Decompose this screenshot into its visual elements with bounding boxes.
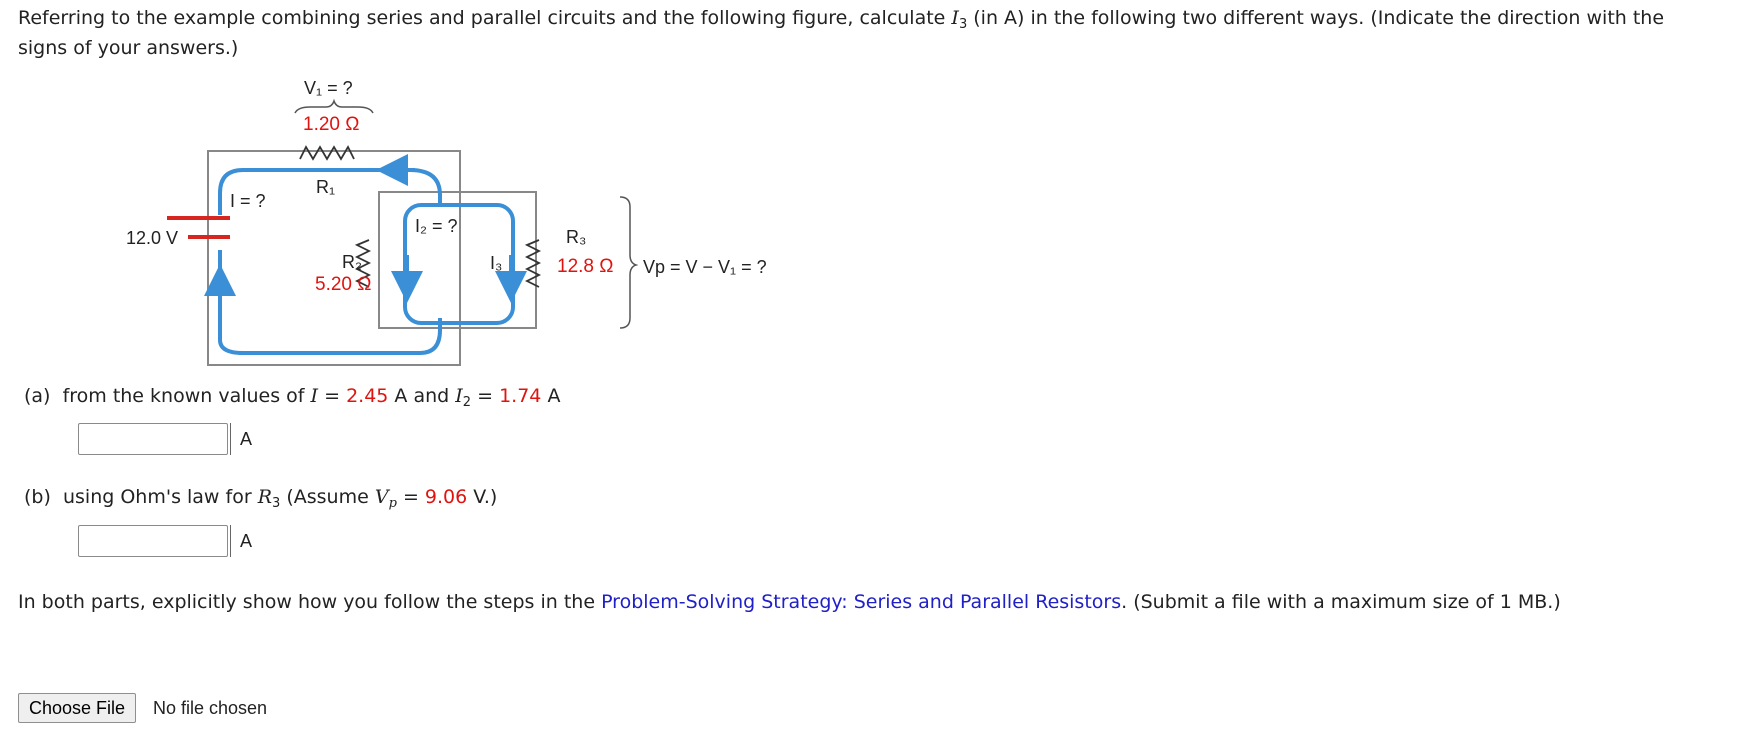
- current-i2-label: I₂ = ?: [415, 216, 458, 236]
- v1-brace: [295, 101, 373, 113]
- var-i2: I: [455, 385, 463, 407]
- choose-file-button[interactable]: Choose File: [18, 693, 136, 723]
- var-i2-sub: 2: [462, 395, 472, 410]
- part-a-prompt: [24, 384, 560, 415]
- part-a-label: (a): [24, 385, 51, 407]
- r3-label: R₃: [566, 227, 587, 247]
- vp-value: 9.06: [424, 486, 468, 508]
- var-vp-sub: p: [388, 496, 397, 511]
- strategy-link[interactable]: Problem-Solving Strategy: Series and Parallel Resistors: [601, 591, 1122, 613]
- i-value: 2.45: [346, 385, 389, 407]
- r3-resistor-symbol: [527, 240, 539, 287]
- question-text-2: (in A) in the following two different ways. (Indicate the direction with the: [973, 7, 1665, 29]
- equals: =: [324, 385, 341, 407]
- part-b-prompt: [24, 485, 497, 516]
- var-vp: V: [374, 486, 389, 508]
- part-a-text-2: A and: [394, 385, 450, 407]
- answer-b-input[interactable]: [78, 525, 228, 557]
- i2-value: 1.74: [499, 385, 542, 407]
- footer-text: In both parts, explicitly show how you follow the steps in the: [18, 591, 596, 613]
- question-text: Referring to the example combining series and parallel circuits and the following figure, calculate: [18, 7, 946, 29]
- r1-label: R₁: [316, 177, 336, 197]
- r1-value: 1.20 Ω: [303, 114, 360, 135]
- footer-text-2: . (Submit a file with a maximum size of 1 MB.): [1121, 591, 1561, 613]
- part-b-text: using Ohm's law for: [62, 486, 252, 508]
- footer-instructions: [18, 590, 1561, 614]
- question-intro: [18, 6, 1664, 37]
- var-i: I: [310, 385, 319, 407]
- var-r3-sub: 3: [272, 496, 281, 511]
- equals-3: =: [402, 486, 419, 508]
- part-b-text-2: (Assume: [286, 486, 369, 508]
- answer-a-unit: A: [230, 423, 258, 455]
- r2-label: R₂: [342, 252, 362, 272]
- part-b-text-3: V.): [473, 486, 498, 508]
- var-i3: I: [951, 7, 959, 29]
- file-status: No file chosen: [153, 698, 268, 718]
- v1-label: V₁ = ?: [304, 78, 353, 98]
- var-r3: R: [257, 486, 272, 508]
- vp-bracket: [620, 197, 636, 328]
- r3-value: 12.8 Ω: [557, 256, 614, 277]
- current-i3-label: I₃: [490, 253, 503, 273]
- answer-b-unit: A: [230, 525, 258, 557]
- answer-a-input[interactable]: [78, 423, 228, 455]
- current-i-label: I = ?: [230, 191, 266, 211]
- circuit-figure: [120, 75, 920, 395]
- equals-2: =: [477, 385, 494, 407]
- r2-value: 5.20 Ω: [315, 274, 372, 295]
- part-a-text: from the known values of: [62, 385, 305, 407]
- source-voltage-label: 12.0 V: [126, 228, 179, 248]
- var-i3-sub: 3: [958, 17, 968, 32]
- part-a-unit-text: A: [547, 385, 561, 407]
- part-b-label: (b): [24, 486, 51, 508]
- vp-label: Vp = V − V₁ = ?: [643, 257, 767, 277]
- question-intro-line2: signs of your answers.): [18, 37, 239, 59]
- r1-resistor-symbol: [300, 147, 354, 159]
